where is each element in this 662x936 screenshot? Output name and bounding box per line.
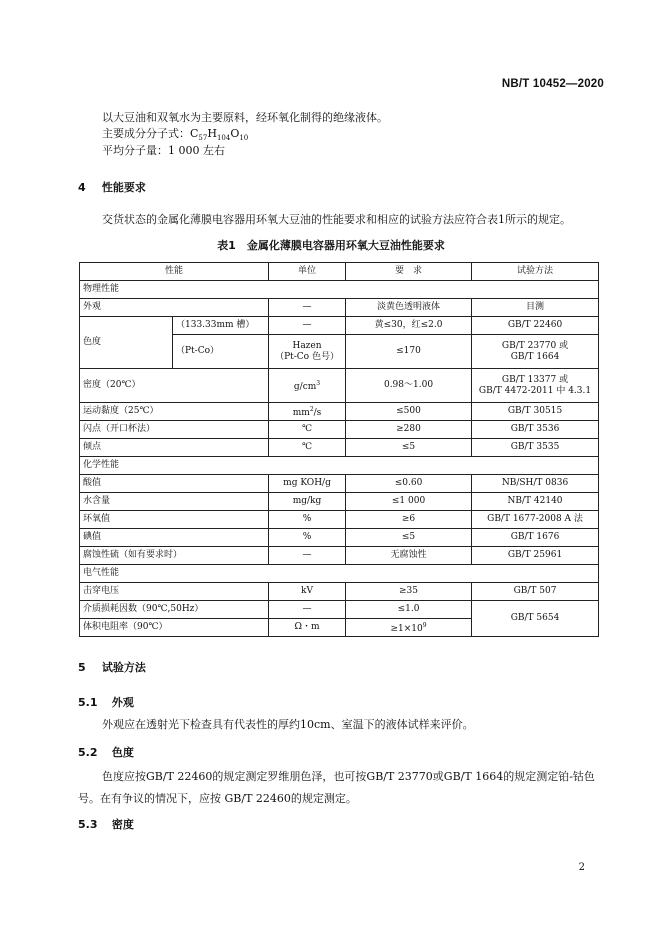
cell-unit bbox=[269, 403, 346, 421]
cell-name: 闪点（开口杯法） bbox=[80, 421, 269, 439]
cell-method: GB/T 1676 bbox=[472, 529, 599, 547]
req-sup: 9 bbox=[422, 622, 427, 629]
cell-req: 黄≤30，红≤2.0 bbox=[346, 317, 472, 335]
section-4-paragraph: 交货状态的金属化薄膜电容器用环氧大豆油的性能要求和相应的试验方法应符合表1所示的规定。 bbox=[102, 213, 571, 226]
header-method: 试验方法 bbox=[472, 263, 599, 281]
table-caption: 表1 金属化薄膜电容器用环氧大豆油性能要求 bbox=[217, 239, 445, 252]
cell-method: 目测 bbox=[472, 299, 599, 317]
cell-req: ≤5 bbox=[346, 529, 472, 547]
performance-table bbox=[79, 262, 599, 637]
cell-name: 腐蚀性硫（如有要求时） bbox=[80, 547, 269, 565]
section-5-2-heading bbox=[78, 744, 134, 760]
group-electrical: 电气性能 bbox=[80, 565, 599, 583]
cell-unit bbox=[269, 369, 346, 403]
table-row bbox=[80, 403, 599, 421]
section-5-2-paragraph: 色度应按GB/T 22460的规定测定罗维朋色泽，也可按GB/T 23770或GB/T 1664的规定测定铂-钴色号。在有争议的情况下，应按 GB/T 22460的规定测定。 bbox=[78, 770, 595, 805]
cell-name: 体积电阻率（90℃） bbox=[80, 619, 269, 637]
group-physical: 物理性能 bbox=[80, 281, 599, 299]
section-4-number: 4 bbox=[78, 181, 86, 194]
section-4-heading bbox=[78, 179, 146, 195]
section-5-2-title: 色度 bbox=[111, 746, 134, 759]
section-5-number: 5 bbox=[78, 661, 86, 674]
table-row bbox=[80, 369, 599, 403]
cell-name: 倾点 bbox=[80, 439, 269, 457]
cell-name: 密度（20℃） bbox=[80, 369, 269, 403]
section-5-1-heading bbox=[78, 694, 134, 710]
table-row bbox=[80, 439, 599, 457]
cell-method: GB/T 507 bbox=[472, 583, 599, 601]
table-row bbox=[80, 583, 599, 601]
cell-unit: mg/kg bbox=[269, 493, 346, 511]
table-row bbox=[80, 529, 599, 547]
formula-o-count: 10 bbox=[239, 134, 249, 143]
cell-method: GB/T 5654 bbox=[472, 601, 599, 637]
group-chemical: 化学性能 bbox=[80, 457, 599, 475]
cell-method bbox=[472, 369, 599, 403]
cell-req: 淡黄色透明液体 bbox=[346, 299, 472, 317]
unit-tail: /s bbox=[313, 408, 322, 418]
cell-req: ≤500 bbox=[346, 403, 472, 421]
req-base: ≥1×10 bbox=[390, 624, 423, 634]
section-5-3-heading bbox=[78, 816, 134, 832]
page-number: 2 bbox=[578, 862, 585, 873]
section-5-title: 试验方法 bbox=[101, 661, 146, 674]
section-5-2-number: 5.2 bbox=[78, 746, 98, 759]
cell-req: ≥6 bbox=[346, 511, 472, 529]
cell-req: ≥35 bbox=[346, 583, 472, 601]
cell-name: 环氧值 bbox=[80, 511, 269, 529]
cell-req bbox=[346, 619, 472, 637]
cell-req: 无腐蚀性 bbox=[346, 547, 472, 565]
section-5-3-number: 5.3 bbox=[78, 818, 98, 831]
cell-unit: Ω・m bbox=[269, 619, 346, 637]
section-4-title: 性能要求 bbox=[101, 181, 146, 194]
method-line-2: GB/T 1664 bbox=[510, 351, 560, 362]
header-requirement: 要 求 bbox=[346, 263, 472, 281]
cell-req: ≤1 000 bbox=[346, 493, 472, 511]
cell-unit: — bbox=[269, 601, 346, 619]
section-5-1-number: 5.1 bbox=[78, 696, 98, 709]
cell-unit: kV bbox=[269, 583, 346, 601]
cell-method: GB/T 25961 bbox=[472, 547, 599, 565]
method-line-1: GB/T 23770 或 bbox=[501, 340, 569, 351]
cell-method: NB/SH/T 0836 bbox=[472, 475, 599, 493]
intro-line-3: 平均分子量：1 000 左右 bbox=[102, 144, 225, 157]
section-5-1-paragraph: 外观应在透射光下检查具有代表性的厚约10cm、室温下的液体试样来评价。 bbox=[102, 718, 474, 731]
cell-method: GB/T 22460 bbox=[472, 317, 599, 335]
formula-prefix: 主要成分分子式：C bbox=[102, 127, 199, 140]
cell-name: 外观 bbox=[80, 299, 269, 317]
header-property: 性能 bbox=[80, 263, 269, 281]
unit-line-2: （Pt-Co 色号） bbox=[275, 351, 339, 362]
cell-method bbox=[472, 335, 599, 369]
cell-unit: mg KOH/g bbox=[269, 475, 346, 493]
cell-name: 介质损耗因数（90℃,50Hz） bbox=[80, 601, 269, 619]
unit-base: mm bbox=[292, 408, 310, 418]
group-row-electrical bbox=[80, 565, 599, 583]
cell-req: ≤5 bbox=[346, 439, 472, 457]
table-row bbox=[80, 475, 599, 493]
cell-subname: （133.33mm 槽） bbox=[173, 317, 269, 335]
formula-h-count: 104 bbox=[216, 134, 231, 143]
intro-formula-line bbox=[102, 127, 248, 145]
cell-method: GB/T 1677-2008 A 法 bbox=[472, 511, 599, 529]
method-line-2: GB/T 4472-2011 中 4.3.1 bbox=[478, 385, 592, 396]
header-unit: 单位 bbox=[269, 263, 346, 281]
table-row bbox=[80, 511, 599, 529]
table-row bbox=[80, 421, 599, 439]
section-5-3-title: 密度 bbox=[111, 818, 134, 831]
cell-subname: （Pt-Co） bbox=[173, 335, 269, 369]
cell-unit: — bbox=[269, 299, 346, 317]
cell-name: 碘值 bbox=[80, 529, 269, 547]
cell-unit bbox=[269, 335, 346, 369]
cell-name: 击穿电压 bbox=[80, 583, 269, 601]
cell-unit: % bbox=[269, 511, 346, 529]
table-row bbox=[80, 493, 599, 511]
cell-unit: — bbox=[269, 547, 346, 565]
table-row bbox=[80, 317, 599, 335]
cell-method: GB/T 3535 bbox=[472, 439, 599, 457]
unit-line-1: Hazen bbox=[292, 340, 322, 351]
unit-base: g/cm bbox=[293, 382, 317, 392]
unit-sup: 3 bbox=[316, 380, 321, 387]
cell-unit: ℃ bbox=[269, 421, 346, 439]
cell-req: ≥280 bbox=[346, 421, 472, 439]
cell-req: ≤170 bbox=[346, 335, 472, 369]
cell-unit: ℃ bbox=[269, 439, 346, 457]
cell-method: NB/T 42140 bbox=[472, 493, 599, 511]
formula-o-label: O bbox=[230, 127, 240, 140]
formula-c-count: 57 bbox=[198, 134, 208, 143]
cell-req: ≤0.60 bbox=[346, 475, 472, 493]
cell-name: 色度 bbox=[80, 317, 173, 369]
table-row bbox=[80, 299, 599, 317]
table-row bbox=[80, 601, 599, 619]
cell-unit: % bbox=[269, 529, 346, 547]
standard-number: NB/T 10452—2020 bbox=[501, 78, 604, 90]
group-row-physical bbox=[80, 281, 599, 299]
cell-name: 水含量 bbox=[80, 493, 269, 511]
cell-method: GB/T 3536 bbox=[472, 421, 599, 439]
method-line-1: GB/T 13377 或 bbox=[501, 374, 569, 385]
formula-h-label: H bbox=[207, 127, 217, 140]
cell-req: 0.98～1.00 bbox=[346, 369, 472, 403]
cell-req: ≤1.0 bbox=[346, 601, 472, 619]
group-row-chemical bbox=[80, 457, 599, 475]
cell-unit: — bbox=[269, 317, 346, 335]
section-5-heading bbox=[78, 659, 146, 675]
section-5-1-title: 外观 bbox=[111, 696, 134, 709]
table-header-row bbox=[80, 263, 599, 281]
cell-name: 酸值 bbox=[80, 475, 269, 493]
intro-line-1: 以大豆油和双氧水为主要原料，经环氧化制得的绝缘液体。 bbox=[102, 111, 388, 124]
cell-name: 运动黏度（25℃） bbox=[80, 403, 269, 421]
table-row bbox=[80, 547, 599, 565]
unit-sup: 2 bbox=[309, 406, 314, 413]
cell-method: GB/T 30515 bbox=[472, 403, 599, 421]
